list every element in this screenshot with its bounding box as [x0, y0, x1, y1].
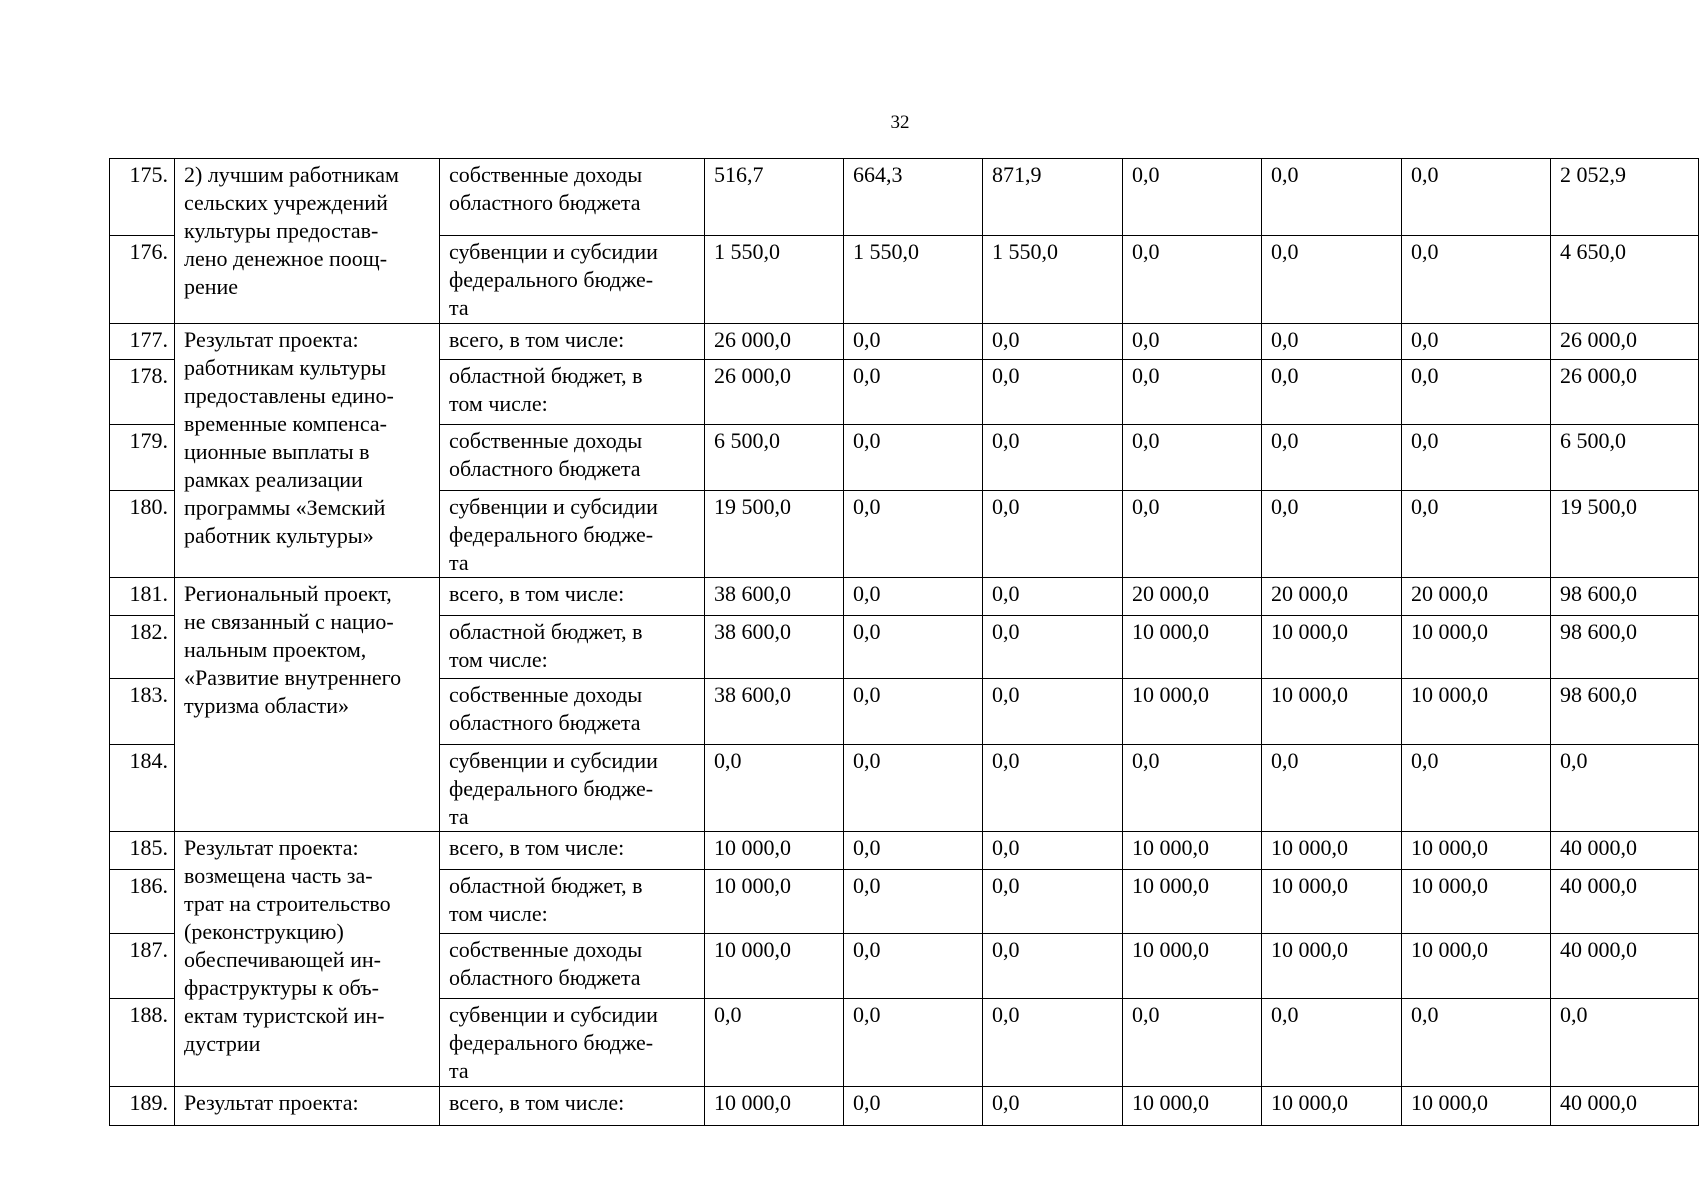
funding-source: субвенции и субсидии федерального бюдже- та: [440, 745, 705, 832]
value-cell: 0,0: [983, 491, 1123, 578]
value-cell: 0,0: [1402, 491, 1551, 578]
value-total: 0,0: [1551, 999, 1699, 1087]
value-cell: 516,7: [705, 159, 844, 236]
table-row: [110, 578, 1699, 616]
value-cell: 0,0: [1402, 360, 1551, 425]
value-cell: 0,0: [983, 745, 1123, 832]
funding-source: всего, в том числе:: [440, 832, 705, 870]
value-cell: 0,0: [1402, 324, 1551, 360]
value-total: 6 500,0: [1551, 425, 1699, 491]
value-cell: 0,0: [1402, 425, 1551, 491]
value-cell: 38 600,0: [705, 578, 844, 616]
value-cell: 0,0: [844, 999, 983, 1087]
value-total: 40 000,0: [1551, 870, 1699, 934]
value-cell: 0,0: [844, 870, 983, 934]
value-cell: 20 000,0: [1262, 578, 1402, 616]
value-cell: 0,0: [983, 324, 1123, 360]
value-cell: 0,0: [1262, 236, 1402, 324]
table-row: [110, 159, 1699, 236]
value-cell: 0,0: [983, 832, 1123, 870]
funding-source: областной бюджет, в том числе:: [440, 870, 705, 934]
value-cell: 0,0: [844, 1087, 983, 1126]
funding-source: областной бюджет, в том числе:: [440, 360, 705, 425]
value-cell: 0,0: [1123, 491, 1262, 578]
value-total: 2 052,9: [1551, 159, 1699, 236]
value-cell: 0,0: [1262, 425, 1402, 491]
row-description: Региональный проект, не связанный с нацио- нальным проектом, «Развитие внутреннего туризма области»: [175, 578, 440, 832]
value-cell: 10 000,0: [1402, 616, 1551, 679]
row-number: 175.: [110, 159, 175, 236]
value-cell: 0,0: [983, 578, 1123, 616]
value-total: 19 500,0: [1551, 491, 1699, 578]
value-cell: 1 550,0: [983, 236, 1123, 324]
row-description: Результат проекта: возмещена часть за- трат на строительство (реконструкцию) обеспечивающей ин- фраструктуры к объ- ектам туристской ин- дустрии: [175, 832, 440, 1087]
table-row: [110, 832, 1699, 870]
value-total: 26 000,0: [1551, 360, 1699, 425]
value-cell: 0,0: [705, 999, 844, 1087]
value-cell: 6 500,0: [705, 425, 844, 491]
funding-source: всего, в том числе:: [440, 1087, 705, 1126]
value-cell: 0,0: [1262, 360, 1402, 425]
value-cell: 0,0: [983, 425, 1123, 491]
funding-source: собственные доходы областного бюджета: [440, 934, 705, 999]
value-cell: 0,0: [1123, 324, 1262, 360]
row-number: 189.: [110, 1087, 175, 1126]
value-cell: 0,0: [1123, 745, 1262, 832]
value-cell: 0,0: [1123, 999, 1262, 1087]
value-cell: 0,0: [983, 616, 1123, 679]
value-cell: 10 000,0: [1123, 679, 1262, 745]
page-number: 32: [890, 112, 910, 133]
value-cell: 20 000,0: [1123, 578, 1262, 616]
row-number: 177.: [110, 324, 175, 360]
value-cell: 10 000,0: [1123, 934, 1262, 999]
row-number: 185.: [110, 832, 175, 870]
value-cell: 1 550,0: [844, 236, 983, 324]
table-row: [110, 324, 1699, 360]
value-cell: 10 000,0: [705, 870, 844, 934]
value-cell: 0,0: [1262, 324, 1402, 360]
value-cell: 0,0: [983, 1087, 1123, 1126]
value-total: 40 000,0: [1551, 832, 1699, 870]
value-cell: 10 000,0: [1402, 679, 1551, 745]
value-cell: 10 000,0: [1262, 616, 1402, 679]
value-cell: 10 000,0: [1262, 934, 1402, 999]
value-total: 98 600,0: [1551, 679, 1699, 745]
value-cell: 10 000,0: [1123, 832, 1262, 870]
value-cell: 38 600,0: [705, 616, 844, 679]
value-cell: 0,0: [983, 934, 1123, 999]
value-cell: 10 000,0: [705, 1087, 844, 1126]
value-cell: 38 600,0: [705, 679, 844, 745]
value-cell: 0,0: [983, 679, 1123, 745]
value-cell: 0,0: [844, 616, 983, 679]
value-cell: 871,9: [983, 159, 1123, 236]
value-total: 98 600,0: [1551, 578, 1699, 616]
value-cell: 0,0: [844, 934, 983, 999]
value-cell: 10 000,0: [1123, 870, 1262, 934]
value-total: 98 600,0: [1551, 616, 1699, 679]
value-cell: 0,0: [1262, 745, 1402, 832]
row-number: 179.: [110, 425, 175, 491]
value-cell: 0,0: [844, 491, 983, 578]
funding-source: субвенции и субсидии федерального бюдже- та: [440, 491, 705, 578]
value-cell: 0,0: [844, 745, 983, 832]
funding-source: собственные доходы областного бюджета: [440, 159, 705, 236]
row-number: 182.: [110, 616, 175, 679]
table-row: [110, 1087, 1699, 1126]
value-cell: 1 550,0: [705, 236, 844, 324]
value-cell: 0,0: [844, 832, 983, 870]
value-cell: 10 000,0: [705, 934, 844, 999]
value-cell: 10 000,0: [705, 832, 844, 870]
row-number: 176.: [110, 236, 175, 324]
value-cell: 0,0: [844, 578, 983, 616]
value-cell: 0,0: [1123, 425, 1262, 491]
value-cell: 0,0: [1402, 745, 1551, 832]
funding-source: всего, в том числе:: [440, 578, 705, 616]
value-total: 40 000,0: [1551, 1087, 1699, 1126]
value-cell: 0,0: [844, 679, 983, 745]
value-total: 4 650,0: [1551, 236, 1699, 324]
row-description: Результат проекта:: [175, 1087, 440, 1126]
table-body: [110, 159, 1699, 1126]
value-cell: 0,0: [983, 870, 1123, 934]
row-number: 183.: [110, 679, 175, 745]
value-total: 0,0: [1551, 745, 1699, 832]
value-total: 26 000,0: [1551, 324, 1699, 360]
value-cell: 10 000,0: [1262, 832, 1402, 870]
value-cell: 664,3: [844, 159, 983, 236]
value-cell: 0,0: [1402, 236, 1551, 324]
row-number: 181.: [110, 578, 175, 616]
value-cell: 26 000,0: [705, 324, 844, 360]
budget-table: [109, 158, 1699, 1126]
value-cell: 0,0: [1262, 491, 1402, 578]
value-cell: 20 000,0: [1402, 578, 1551, 616]
row-description: Результат проекта: работникам культуры предоставлены едино- временные компенса- ционные выплаты в рамках реализации программы «Земский работник культуры»: [175, 324, 440, 578]
value-cell: 10 000,0: [1402, 870, 1551, 934]
value-cell: 10 000,0: [1402, 832, 1551, 870]
row-number: 184.: [110, 745, 175, 832]
funding-source: областной бюджет, в том числе:: [440, 616, 705, 679]
value-cell: 10 000,0: [1402, 934, 1551, 999]
row-description: 2) лучшим работникам сельских учреждений культуры предостав- лено денежное поощ- рение: [175, 159, 440, 324]
value-cell: 0,0: [1123, 360, 1262, 425]
row-number: 178.: [110, 360, 175, 425]
value-cell: 0,0: [1123, 236, 1262, 324]
value-total: 40 000,0: [1551, 934, 1699, 999]
value-cell: 0,0: [983, 360, 1123, 425]
row-number: 188.: [110, 999, 175, 1087]
value-cell: 10 000,0: [1123, 1087, 1262, 1126]
value-cell: 0,0: [1402, 159, 1551, 236]
value-cell: 0,0: [1402, 999, 1551, 1087]
funding-source: субвенции и субсидии федерального бюдже- та: [440, 236, 705, 324]
value-cell: 19 500,0: [705, 491, 844, 578]
row-number: 180.: [110, 491, 175, 578]
value-cell: 0,0: [1262, 159, 1402, 236]
row-number: 186.: [110, 870, 175, 934]
value-cell: 10 000,0: [1123, 616, 1262, 679]
value-cell: 0,0: [705, 745, 844, 832]
value-cell: 10 000,0: [1402, 1087, 1551, 1126]
funding-source: собственные доходы областного бюджета: [440, 425, 705, 491]
funding-source: всего, в том числе:: [440, 324, 705, 360]
value-cell: 10 000,0: [1262, 870, 1402, 934]
row-number: 187.: [110, 934, 175, 999]
value-cell: 26 000,0: [705, 360, 844, 425]
funding-source: собственные доходы областного бюджета: [440, 679, 705, 745]
value-cell: 0,0: [844, 324, 983, 360]
value-cell: 10 000,0: [1262, 679, 1402, 745]
value-cell: 0,0: [1262, 999, 1402, 1087]
value-cell: 0,0: [844, 360, 983, 425]
value-cell: 0,0: [844, 425, 983, 491]
value-cell: 0,0: [983, 999, 1123, 1087]
funding-source: субвенции и субсидии федерального бюдже- та: [440, 999, 705, 1087]
value-cell: 0,0: [1123, 159, 1262, 236]
value-cell: 10 000,0: [1262, 1087, 1402, 1126]
